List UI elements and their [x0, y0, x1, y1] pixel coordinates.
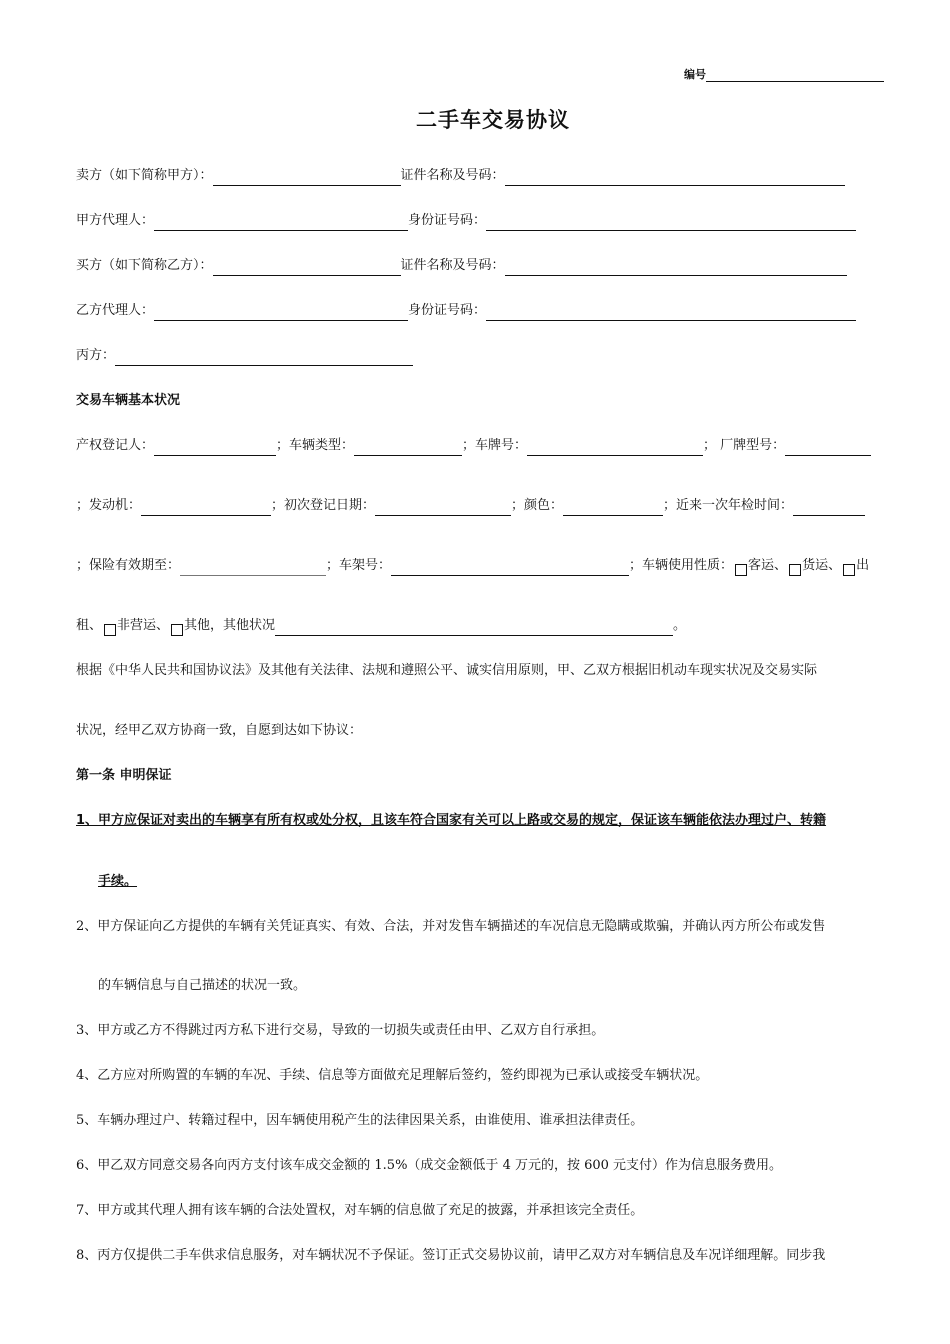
usage-freight-checkbox[interactable]: [789, 564, 801, 576]
document-title: 二手车交易协议: [416, 108, 570, 132]
article-1-item-4: 4、乙方应对所购置的车辆的车况、手续、信息等方面做充足理解后签约，签约即视为已承认或接受车辆状况。: [76, 1068, 709, 1083]
buyer-id-label: 证件名称及号码：: [400, 258, 505, 273]
article-1-item-6: 6、甲乙双方同意交易各向丙方支付该车成交金额的 1.5%（成交金额低于 4 万元的，按 600 元支付）作为信息服务费用。: [76, 1158, 783, 1173]
document-number-field[interactable]: [706, 71, 884, 82]
seller-row: [76, 166, 845, 186]
third-party-field[interactable]: [115, 351, 413, 366]
seller-agent-label: 甲方代理人：: [76, 213, 155, 228]
usage-passenger-checkbox[interactable]: [735, 564, 747, 576]
vehicle-row-3: [76, 556, 869, 576]
engine-field[interactable]: [141, 501, 271, 516]
vehicle-row-1: [76, 436, 871, 456]
usage-noncommercial-label: 非营运、: [117, 618, 170, 633]
intro-line-1: 根据《中华人民共和国协议法》及其他有关法律、法规和遵照公平、诚实信用原则，甲、乙双方根据旧机动车现实状况及交易实际: [76, 663, 818, 678]
document-number: [684, 66, 884, 82]
insurance-field[interactable]: [180, 561, 326, 576]
vehicle-type-label: ；车辆类型：: [276, 438, 355, 453]
article-1-item-1-line-2: 手续。: [98, 874, 138, 889]
buyer-row: [76, 256, 847, 276]
seller-label: 卖方（如下简称甲方）：: [76, 168, 213, 183]
other-status-field[interactable]: [275, 621, 673, 636]
usage-other-checkbox[interactable]: [171, 624, 183, 636]
article-1-item-8: 8、丙方仅提供二手车供求信息服务，对车辆状况不予保证。签订正式交易协议前，请甲乙双方对车辆信息及车况详细理解。同步我: [76, 1248, 826, 1263]
article-1-item-5: 5、车辆办理过户、转籍过程中，因车辆使用税产生的法律因果关系，由谁使用、谁承担法律责任。: [76, 1113, 644, 1128]
seller-agent-id-label: 身份证号码：: [408, 213, 487, 228]
frame-label: ；车架号：: [326, 558, 392, 573]
usage-rental-continued: 租、: [76, 618, 103, 633]
article-1-item-2-line-1: 2、甲方保证向乙方提供的车辆有关凭证真实、有效、合法，并对发售车辆描述的车况信息无隐瞒或欺骗，并确认丙方所公布或发售: [76, 919, 826, 934]
plate-field[interactable]: [527, 441, 703, 456]
third-party-label: 丙方：: [76, 348, 116, 363]
usage-label: ；车辆使用性质：: [629, 558, 734, 573]
seller-id-field[interactable]: [505, 171, 845, 186]
vehicle-type-field[interactable]: [354, 441, 462, 456]
first-registration-field[interactable]: [375, 501, 511, 516]
intro-line-2: 状况，经甲乙双方协商一致，自愿到达如下协议：: [76, 723, 363, 738]
model-field[interactable]: [785, 441, 871, 456]
usage-freight-label: 货运、: [802, 558, 842, 573]
inspection-label: ；近来一次年检时间：: [663, 498, 794, 513]
vehicle-heading: 交易车辆基本状况: [76, 393, 181, 408]
buyer-field[interactable]: [213, 261, 401, 276]
buyer-agent-label: 乙方代理人：: [76, 303, 155, 318]
article-1-item-2-line-2: 的车辆信息与自己描述的状况一致。: [98, 978, 307, 993]
usage-rental-label: 出: [856, 558, 870, 573]
third-party-row: [76, 346, 413, 366]
seller-agent-id-field[interactable]: [486, 216, 856, 231]
usage-noncommercial-checkbox[interactable]: [104, 624, 116, 636]
insurance-label: ；保险有效期至：: [76, 558, 181, 573]
owner-label: 产权登记人：: [76, 438, 155, 453]
seller-id-label: 证件名称及号码：: [400, 168, 505, 183]
vehicle-row-2: [76, 496, 865, 516]
usage-rental-checkbox[interactable]: [843, 564, 855, 576]
color-label: ；颜色：: [511, 498, 564, 513]
article-1-heading: 第一条 申明保证: [76, 768, 172, 783]
buyer-agent-row: [76, 301, 856, 321]
usage-other-label: 其他，其他状况: [184, 618, 276, 633]
model-label: ； 厂牌型号：: [703, 438, 786, 453]
buyer-id-field[interactable]: [505, 261, 847, 276]
owner-field[interactable]: [154, 441, 276, 456]
seller-agent-row: [76, 211, 856, 231]
usage-passenger-label: 客运、: [748, 558, 788, 573]
seller-agent-field[interactable]: [154, 216, 408, 231]
article-1-item-3: 3、甲方或乙方不得跳过丙方私下进行交易，导致的一切损失或责任由甲、乙双方自行承担。: [76, 1023, 605, 1038]
first-registration-label: ；初次登记日期：: [271, 498, 376, 513]
vehicle-row-4: [76, 616, 686, 636]
buyer-agent-id-field[interactable]: [486, 306, 856, 321]
engine-label: ；发动机：: [76, 498, 142, 513]
end-mark: 。: [673, 618, 687, 633]
frame-field[interactable]: [391, 561, 629, 576]
plate-label: ；车牌号：: [462, 438, 528, 453]
seller-field[interactable]: [213, 171, 401, 186]
article-1-item-1-line-1: 1、甲方应保证对卖出的车辆享有所有权或处分权，且该车符合国家有关可以上路或交易的规定，保证该车辆能依法办理过户、转籍: [76, 813, 827, 828]
buyer-agent-id-label: 身份证号码：: [408, 303, 487, 318]
article-1-item-7: 7、甲方或其代理人拥有该车辆的合法处置权，对车辆的信息做了充足的披露，并承担该完全责任。: [76, 1203, 644, 1218]
buyer-agent-field[interactable]: [154, 306, 408, 321]
document-number-label: 编号: [684, 68, 706, 81]
inspection-field[interactable]: [793, 501, 865, 516]
buyer-label: 买方（如下简称乙方）：: [76, 258, 213, 273]
color-field[interactable]: [563, 501, 663, 516]
